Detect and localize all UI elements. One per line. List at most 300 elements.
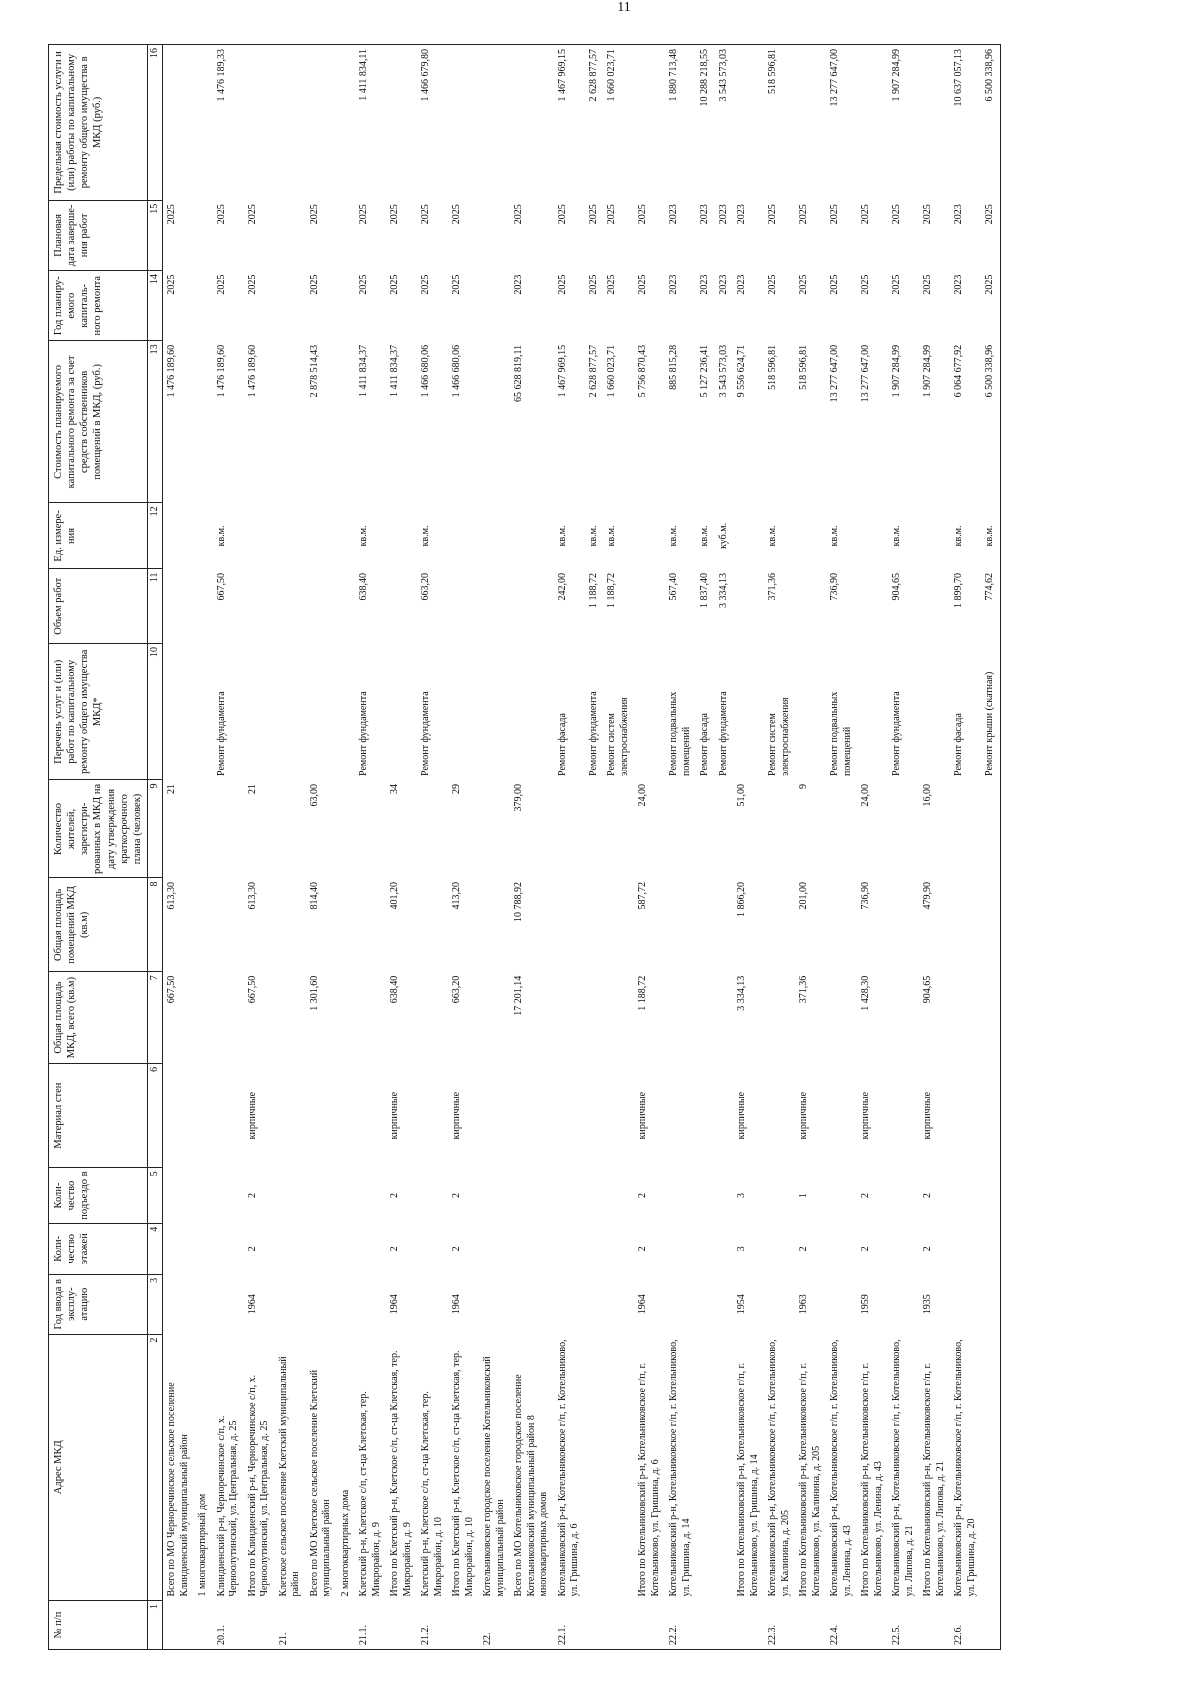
cell-col-6: кирпичные: [860, 1091, 872, 1140]
cell-col-15: 2025: [606, 204, 618, 225]
cell-col-5: [764, 1168, 795, 1223]
cell-col-13: 5 127 236,41: [699, 344, 711, 398]
cell-col-13: [337, 341, 356, 503]
cell-col-10: [919, 644, 950, 780]
cell-col-8: 1 866,20: [736, 881, 748, 917]
cell-col-14: [275, 271, 306, 341]
cell-col-14: 2023: [668, 274, 680, 295]
cell-col-6: [888, 1063, 919, 1167]
cell-col-3: [696, 1274, 715, 1334]
cell-col-1: 21.: [275, 1600, 306, 1649]
cell-col-3: [764, 1274, 795, 1334]
cell-col-7: 1 188,72: [637, 975, 649, 1011]
cell-col-6: [163, 1063, 195, 1167]
cell-col-2: Всего по МО Клетское сельское поселение Клетский муниципальный район: [308, 1369, 333, 1597]
col-header-3: Год ввода в эксплу-атацию: [49, 1274, 148, 1334]
cell-col-16: [386, 45, 417, 201]
cell-col-16: 10 637 057,13: [950, 45, 981, 201]
table-row: [888, 45, 919, 1650]
cell-col-7: [715, 972, 734, 1064]
cell-col-15: 2025: [829, 204, 841, 225]
cell-col-4: [696, 1223, 715, 1274]
cell-col-14: 2025: [860, 274, 872, 295]
cell-col-15: 2025: [215, 204, 227, 225]
cell-col-3: [826, 1274, 857, 1334]
cell-col-1: [696, 1600, 715, 1649]
cell-col-11: [448, 569, 479, 644]
cell-col-8: [479, 878, 510, 972]
col-header-16: Предельная стоимость услуги и (или) работы по капитальному ремонту общего имущества в МКД (руб.): [49, 45, 148, 201]
cell-col-7: 1 301,60: [308, 975, 320, 1011]
cell-col-12: [275, 503, 306, 569]
cell-col-10: Ремонт фасада: [953, 713, 965, 776]
cell-col-9: [337, 780, 356, 878]
cell-col-14: 2025: [798, 274, 810, 295]
cell-col-2: Котельниковское городское поселение Котельниковский муниципальный район: [482, 1356, 506, 1597]
table-row: [733, 45, 764, 1650]
col-header-10: Перечень услуг и (или) работ по капитальному ремонту общего имущества МКД*: [49, 644, 148, 780]
cell-col-16: 6 500 338,96: [981, 45, 1000, 201]
cell-col-14: 2025: [246, 274, 258, 295]
cell-col-13: [194, 341, 213, 503]
cell-col-15: 2025: [556, 204, 568, 225]
col-number: 15: [147, 200, 163, 270]
cell-col-2: Итого по Клиндиенский р-н, Черноречинское с/п, х. Черноолутинский, ул. Центральная, д. 25: [246, 1374, 271, 1597]
cell-col-4: 2: [798, 1246, 810, 1252]
cell-col-3: [950, 1274, 981, 1334]
cell-col-11: 774,62: [981, 569, 1000, 644]
cell-col-7: 638,40: [389, 975, 401, 1004]
cell-col-11: [795, 569, 826, 644]
cell-col-12: [386, 503, 417, 569]
cell-col-5: 2: [451, 1193, 463, 1199]
cell-col-7: 371,36: [798, 975, 810, 1004]
cell-col-8: 814,40: [308, 881, 320, 910]
col-header-14: Год планиру-емого капиталь-ного ремонта: [49, 271, 148, 341]
table-row: [634, 45, 665, 1650]
cell-col-8: [337, 878, 356, 972]
cell-col-13: 1 466 680,06: [451, 344, 463, 398]
cell-col-10: Ремонт крыши (скатная): [981, 644, 1000, 780]
col-header-9: Количество жителей, зарегистри-рованных в МКД на дату утверждения краткосрочного плана (человек): [49, 780, 148, 878]
cell-col-12: [163, 503, 195, 569]
cell-col-15: 2023: [699, 204, 711, 225]
cell-col-12: кв.м.: [420, 525, 432, 547]
cell-col-2: Итого по Котельниковский р-н, Котельниковское г/п, г. Котельниково, ул. Гришина, д. 6: [637, 1362, 661, 1597]
cell-col-13: 518 596,81: [798, 344, 810, 390]
cell-col-1: [386, 1600, 417, 1649]
cell-col-10: Ремонт фундамента: [420, 691, 432, 776]
cell-col-6: [213, 1063, 244, 1167]
cell-col-12: кв.м.: [981, 503, 1000, 569]
cell-col-10: [244, 644, 275, 780]
cell-col-8: [950, 878, 981, 972]
table-row: [213, 45, 244, 1650]
cell-col-11: [479, 569, 510, 644]
cell-col-7: 667,50: [166, 975, 178, 1004]
cell-col-1: 22.3.: [764, 1600, 795, 1649]
cell-col-14: 2023: [699, 274, 711, 295]
cell-col-5: [696, 1168, 715, 1223]
cell-col-2: Котельниковский р-н, Котельниковское г/п, г. Котельниково, ул. Гришина, д. 14: [668, 1339, 692, 1597]
cell-col-5: [510, 1168, 554, 1223]
col-header-8: Общая площадь помещений МКД (кв.м): [49, 878, 148, 972]
col-number: 2: [147, 1334, 163, 1600]
cell-col-10: Ремонт фундамента: [717, 691, 729, 776]
cell-col-12: кв.м.: [606, 525, 618, 547]
cell-col-11: [244, 569, 275, 644]
cell-col-6: [665, 1063, 696, 1167]
cell-col-4: [888, 1223, 919, 1274]
cell-col-16: 518 596,81: [764, 45, 795, 201]
cell-col-11: 371,36: [767, 572, 779, 601]
cell-col-12: [306, 503, 337, 569]
cell-col-8: [981, 878, 1000, 972]
cell-col-14: 2023: [513, 274, 525, 295]
cell-col-8: 736,90: [860, 881, 872, 910]
cell-col-13: 1 907 284,99: [922, 344, 934, 398]
table-row: [585, 45, 604, 1650]
cell-col-13: 1 411 834,37: [358, 344, 370, 398]
cell-col-2: Итого по Котельниковский р-н, Котельниковское г/п, г. Котельниково, ул. Гришина, д. 14: [736, 1362, 760, 1597]
cell-col-11: 638,40: [358, 572, 370, 601]
cell-col-8: [715, 878, 734, 972]
col-header-1: № п/п: [49, 1600, 148, 1649]
cell-col-1: [603, 1600, 634, 1649]
cell-col-2: Клетский р-н, Клетское с/п, ст-ца Клетская, тер. Микрорайон, д. 10: [420, 1391, 444, 1597]
cell-col-1: 20.1.: [213, 1600, 244, 1649]
col-number: 5: [147, 1168, 163, 1223]
col-header-6: Материал стен: [49, 1063, 148, 1167]
cell-col-12: куб.м.: [717, 522, 729, 549]
cell-col-8: 587,72: [637, 881, 649, 910]
table-row: [857, 45, 888, 1650]
table-row: [448, 45, 479, 1650]
cell-col-8: [194, 878, 213, 972]
header-row: [49, 45, 148, 1650]
cell-col-14: 2025: [451, 274, 463, 295]
cell-col-9: [715, 780, 734, 878]
col-number: 1: [147, 1600, 163, 1649]
cell-col-1: [795, 1600, 826, 1649]
cell-col-5: [306, 1168, 337, 1223]
cell-col-3: [981, 1274, 1000, 1334]
cell-col-6: кирпичные: [798, 1091, 810, 1140]
cell-col-15: 2023: [668, 204, 680, 225]
cell-col-10: Ремонт фундамента: [587, 691, 599, 776]
cell-col-11: 3 334,13: [717, 572, 729, 608]
cell-col-11: 1 899,70: [953, 572, 965, 608]
cell-col-4: 2: [389, 1246, 401, 1252]
cell-col-8: 479,90: [922, 881, 934, 910]
cell-col-16: 1 467 969,15: [554, 45, 585, 201]
cell-col-10: [194, 644, 213, 780]
cell-col-14: 2025: [420, 274, 432, 295]
cell-col-15: 2025: [308, 204, 320, 225]
cell-col-3: 1964: [637, 1294, 649, 1315]
cell-col-16: [510, 45, 554, 201]
cell-col-13: 1 467 969,15: [556, 344, 568, 398]
cell-col-4: [306, 1223, 337, 1274]
cell-col-4: [665, 1223, 696, 1274]
cell-col-9: [665, 780, 696, 878]
cell-col-2: Итого по Котельниковский р-н, Котельниковское г/п, г. Котельниково, ул. Калинина, д. 205: [798, 1362, 822, 1597]
cell-col-11: 663,20: [420, 572, 432, 601]
cell-col-14: 2025: [606, 274, 618, 295]
cell-col-9: 51,00: [736, 783, 748, 807]
cell-col-16: [275, 45, 306, 201]
table-row: [696, 45, 715, 1650]
cell-col-3: [715, 1274, 734, 1334]
cell-col-16: [337, 45, 356, 201]
cell-col-12: кв.м.: [556, 525, 568, 547]
cell-col-1: [634, 1600, 665, 1649]
cell-col-6: [950, 1063, 981, 1167]
cell-col-5: [337, 1168, 356, 1223]
table-row: [554, 45, 585, 1650]
cell-col-8: [275, 878, 306, 972]
cell-col-8: 413,20: [451, 881, 463, 910]
cell-col-1: 22.4.: [826, 1600, 857, 1649]
cell-col-7: [603, 972, 634, 1064]
cell-col-4: [950, 1223, 981, 1274]
cell-col-10: [857, 644, 888, 780]
cell-col-14: 2025: [308, 274, 320, 295]
table-row: [194, 45, 213, 1650]
cell-col-7: [479, 972, 510, 1064]
cell-col-2: Котельниковский р-н, Котельниковское г/п, г. Котельниково, ул. Гришина, д. 6: [556, 1339, 581, 1597]
cell-col-14: 2023: [717, 274, 729, 295]
cell-col-8: [696, 878, 715, 972]
cell-col-11: 1 188,72: [606, 572, 618, 608]
cell-col-4: 2: [860, 1246, 872, 1252]
cell-col-4: 3: [736, 1246, 748, 1252]
cell-col-1: [715, 1600, 734, 1649]
cell-col-8: [764, 878, 795, 972]
cell-col-11: [857, 569, 888, 644]
cell-col-9: [696, 780, 715, 878]
table-row: [275, 45, 306, 1650]
cell-col-7: [826, 972, 857, 1064]
cell-col-15: [194, 200, 213, 270]
cell-col-12: [194, 503, 213, 569]
cell-col-16: 13 277 647,00: [826, 45, 857, 201]
cell-col-6: [510, 1063, 554, 1167]
cell-col-1: [919, 1600, 950, 1649]
table-row: [417, 45, 448, 1650]
cell-col-16: 1 476 189,33: [213, 45, 244, 201]
col-header-11: Объем работ: [49, 569, 148, 644]
table-row: [919, 45, 950, 1650]
cell-col-6: кирпичные: [246, 1091, 258, 1140]
cell-col-7: 904,65: [922, 975, 934, 1004]
cell-col-2: Итого по Клетский р-н, Клетское с/п, ст-ца Клетская, тер. Микрорайон, д. 9: [389, 1350, 413, 1597]
cell-col-4: [554, 1223, 585, 1274]
cell-col-6: кирпичные: [736, 1091, 748, 1140]
cell-col-13: 1 660 023,71: [606, 344, 618, 398]
cell-col-9: [826, 780, 857, 878]
cell-col-16: [306, 45, 337, 201]
cell-col-2: 1 многоквартирный дом: [197, 1493, 209, 1597]
cell-col-11: [194, 569, 213, 644]
cell-col-2: [585, 1334, 604, 1600]
cell-col-1: 21.2.: [417, 1600, 448, 1649]
cell-col-2: Клетское сельское поселение Клетский муниципальный район: [277, 1356, 302, 1597]
cell-col-3: [479, 1274, 510, 1334]
cell-col-14: [194, 271, 213, 341]
cell-col-5: [213, 1168, 244, 1223]
cell-col-5: 1: [798, 1193, 810, 1199]
cell-col-1: [510, 1600, 554, 1649]
cell-col-10: Ремонт подвальных помещений: [668, 691, 692, 776]
col-number: 10: [147, 644, 163, 780]
cell-col-12: [479, 503, 510, 569]
cell-col-5: [826, 1168, 857, 1223]
cell-col-8: 401,20: [389, 881, 401, 910]
cell-col-9: 16,00: [922, 783, 934, 807]
cell-col-9: 34: [389, 783, 401, 794]
cell-col-7: [585, 972, 604, 1064]
cell-col-13: 1 476 189,60: [246, 344, 258, 398]
cell-col-6: кирпичные: [389, 1091, 401, 1140]
cell-col-16: [448, 45, 479, 201]
cell-col-14: 2025: [981, 271, 1000, 341]
col-number: 3: [147, 1274, 163, 1334]
cell-col-2: Всего по МО Котельниковское городское поселение Котельниковский муниципальный район 8 многоквартирных домов: [513, 1374, 550, 1597]
cell-col-6: [696, 1063, 715, 1167]
cell-col-11: [510, 569, 554, 644]
cell-col-15: [337, 200, 356, 270]
cell-col-7: [950, 972, 981, 1064]
cell-col-10: Ремонт подвальных помещений: [829, 691, 853, 776]
col-header-4: Коли-чество этажей: [49, 1223, 148, 1274]
cell-col-13: 6 064 677,92: [953, 344, 965, 398]
cell-col-7: [665, 972, 696, 1064]
cell-col-7: [194, 972, 213, 1064]
cell-col-7: [275, 972, 306, 1064]
cell-col-9: [275, 780, 306, 878]
cell-col-16: [194, 45, 213, 201]
cell-col-4: 2: [451, 1246, 463, 1252]
cell-col-3: 1964: [451, 1294, 463, 1315]
table-body: [163, 45, 1001, 1650]
cell-col-1: 22.5.: [888, 1600, 919, 1649]
cell-col-15: 2025: [389, 204, 401, 225]
cell-col-15: 2025: [860, 204, 872, 225]
col-header-15: Плановая дата заверше-ния работ: [49, 200, 148, 270]
cell-col-8: [355, 878, 386, 972]
cell-col-5: [981, 1168, 1000, 1223]
table-row: [479, 45, 510, 1650]
table-row: [163, 45, 195, 1650]
cell-col-7: [213, 972, 244, 1064]
cell-col-4: [337, 1223, 356, 1274]
cell-col-1: [194, 1600, 213, 1649]
table-row: [665, 45, 696, 1650]
cell-col-7: 17 201,14: [513, 975, 525, 1016]
cell-col-15: 2025: [891, 204, 903, 225]
cell-col-11: [306, 569, 337, 644]
cell-col-9: [981, 780, 1000, 878]
cell-col-5: 2: [637, 1193, 649, 1199]
cell-col-5: [715, 1168, 734, 1223]
cell-col-3: [510, 1274, 554, 1334]
col-number: 16: [147, 45, 163, 201]
table-row: [950, 45, 981, 1650]
cell-col-13: 65 628 819,11: [513, 344, 525, 403]
cell-col-16: [919, 45, 950, 201]
cell-col-3: [888, 1274, 919, 1334]
cell-col-3: 1954: [736, 1294, 748, 1315]
cell-col-6: [981, 1063, 1000, 1167]
cell-col-12: [244, 503, 275, 569]
cell-col-10: [795, 644, 826, 780]
cell-col-8: 201,00: [798, 881, 810, 910]
cell-col-15: 2025: [922, 204, 934, 225]
table-row: [715, 45, 734, 1650]
cell-col-2: Котельниковский р-н, Котельниковское г/п, г. Котельниково, ул. Ленина, д. 43: [829, 1339, 853, 1597]
cell-col-15: 2025: [981, 200, 1000, 270]
cell-col-12: кв.м.: [953, 525, 965, 547]
cell-col-8: 613,30: [166, 881, 178, 910]
cell-col-10: Ремонт фундамента: [215, 691, 227, 776]
table-row: [795, 45, 826, 1650]
cell-col-4: [213, 1223, 244, 1274]
cell-col-12: [634, 503, 665, 569]
cell-col-12: кв.м.: [699, 525, 711, 547]
col-header-13: Стоимость планируемого капитального ремонта за счет средств собственников помещений в МКД, (руб.): [49, 341, 148, 503]
cell-col-15: 2023: [953, 204, 965, 225]
cell-col-15: [275, 200, 306, 270]
cell-col-13: 3 543 573,03: [717, 344, 729, 398]
cell-col-9: [585, 780, 604, 878]
cell-col-13: 6 500 338,96: [981, 341, 1000, 503]
cell-col-16: [795, 45, 826, 201]
cell-col-2: Всего по МО Черноречинское сельское поселение Клиндиенский муниципальный район: [166, 1382, 190, 1597]
cell-col-4: [981, 1223, 1000, 1274]
cell-col-13: 13 277 647,00: [829, 344, 841, 403]
cell-col-5: [355, 1168, 386, 1223]
cell-col-10: [275, 644, 306, 780]
cell-col-3: 1935: [922, 1294, 934, 1315]
cell-col-15: 2025: [767, 204, 779, 225]
cell-col-14: 2025: [767, 274, 779, 295]
cell-col-16: 3 543 573,03: [715, 45, 734, 201]
cell-col-9: [213, 780, 244, 878]
cell-col-12: [733, 503, 764, 569]
cell-col-14: 2025: [637, 274, 649, 295]
cell-col-14: 2025: [891, 274, 903, 295]
cell-col-4: [417, 1223, 448, 1274]
cell-col-5: [554, 1168, 585, 1223]
cell-col-13: 1 907 284,99: [891, 344, 903, 398]
cell-col-15: [479, 200, 510, 270]
cell-col-4: [355, 1223, 386, 1274]
cell-col-3: [306, 1274, 337, 1334]
col-number: 7: [147, 972, 163, 1064]
cell-col-14: 2025: [215, 274, 227, 295]
cell-col-14: [337, 271, 356, 341]
cell-col-12: кв.м.: [668, 525, 680, 547]
cell-col-9: [479, 780, 510, 878]
cell-col-9: [888, 780, 919, 878]
cell-col-12: кв.м.: [215, 525, 227, 547]
cell-col-5: 2: [246, 1193, 258, 1199]
cell-col-12: [919, 503, 950, 569]
cell-col-7: [417, 972, 448, 1064]
cell-col-13: 1 476 189,60: [215, 344, 227, 398]
cell-col-10: [510, 644, 554, 780]
